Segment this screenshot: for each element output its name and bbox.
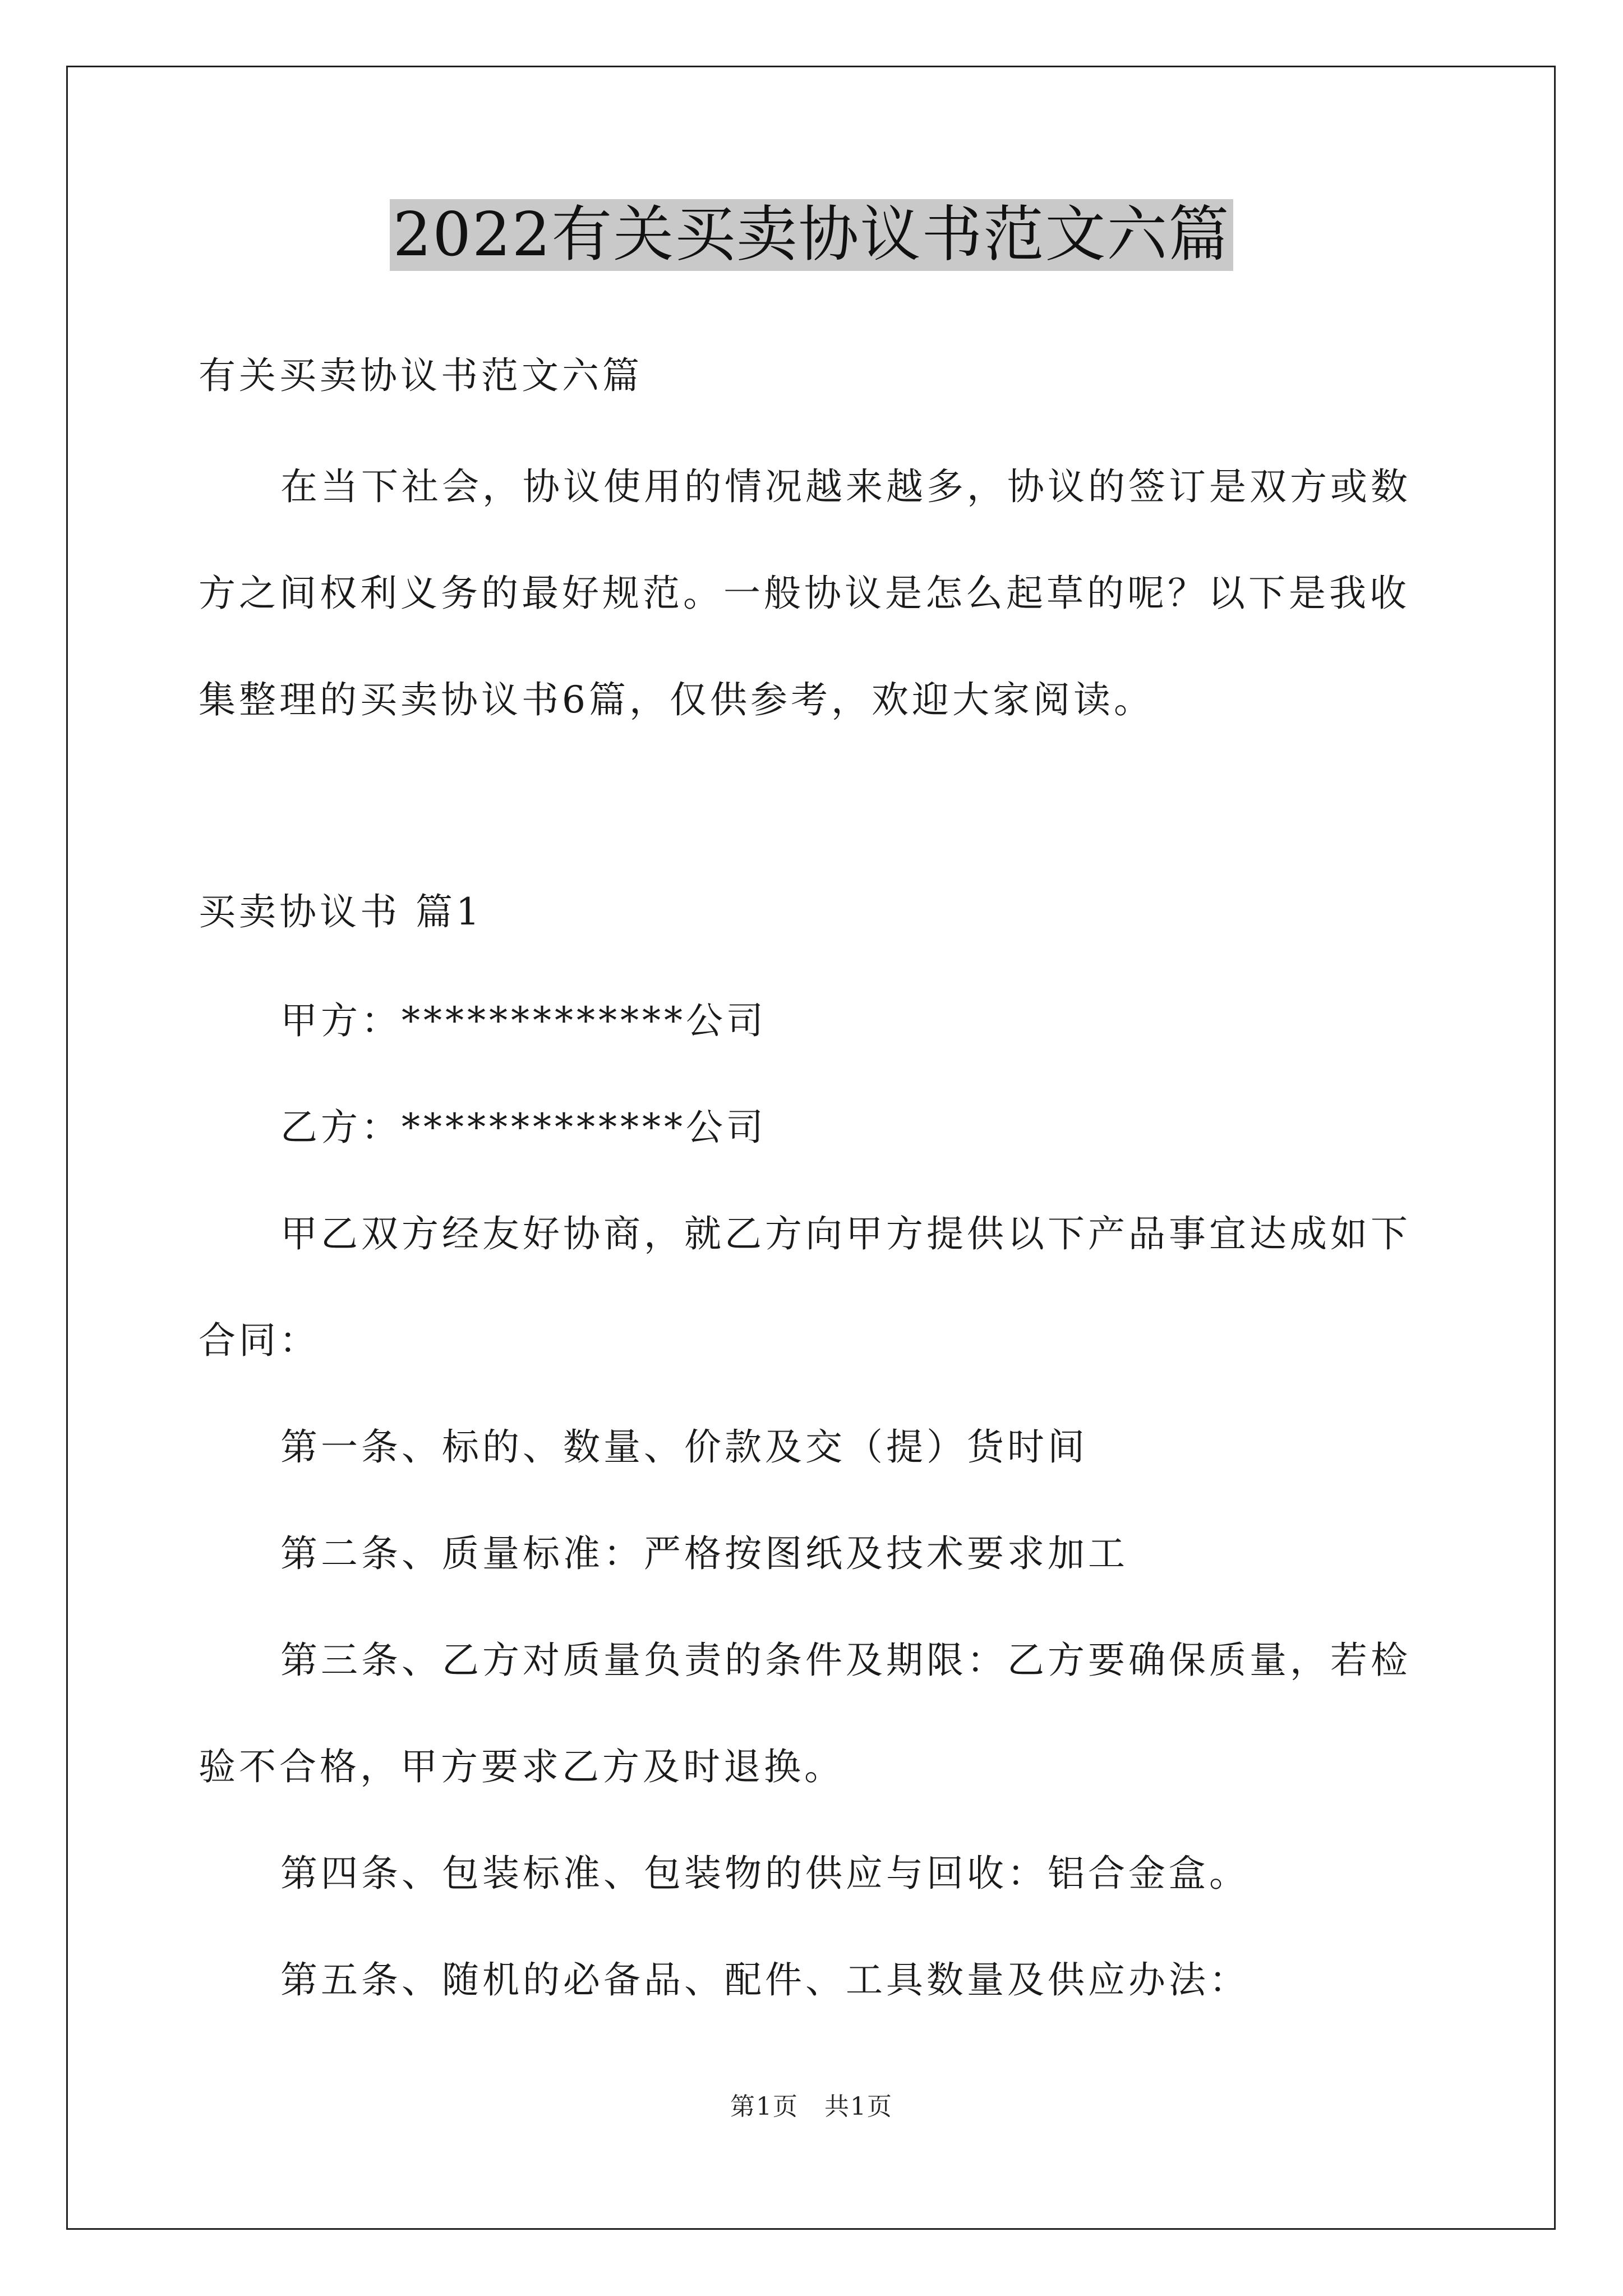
page-footer: 第1页 共1页 [730,2092,893,2121]
article-4: 第四条、包装标准、包装物的供应与回收：铝合金盒。 [280,1852,1249,1895]
section-heading: 买卖协议书 篇1 [199,890,483,933]
intro-line-2: 方之间权利义务的最好规范。一般协议是怎么起草的呢？以下是我收 [199,572,1410,615]
article-5: 第五条、随机的必备品、配件、工具数量及供应办法： [280,1958,1249,2001]
party-b: 乙方：*************公司 [280,1106,767,1149]
agreement-line-1: 甲乙双方经友好协商，就乙方向甲方提供以下产品事宜达成如下 [280,1212,1411,1255]
subtitle: 有关买卖协议书范文六篇 [199,354,643,397]
article-3-line-2: 验不合格，甲方要求乙方及时退换。 [199,1745,845,1788]
document-title: 2022有关买卖协议书范文六篇 [390,199,1234,271]
agreement-line-2: 合同： [199,1319,320,1362]
article-1: 第一条、标的、数量、价款及交（提）货时间 [280,1425,1088,1469]
title-container [0,199,1623,271]
article-2: 第二条、质量标准：严格按图纸及技术要求加工 [280,1532,1128,1575]
article-3-line-1: 第三条、乙方对质量负责的条件及期限：乙方要确保质量，若检 [280,1639,1411,1682]
intro-line-3: 集整理的买卖协议书6篇，仅供参考，欢迎大家阅读。 [199,678,1154,721]
party-a: 甲方：*************公司 [280,999,767,1042]
intro-line-1: 在当下社会，协议使用的情况越来越多，协议的签订是双方或数 [280,465,1411,508]
